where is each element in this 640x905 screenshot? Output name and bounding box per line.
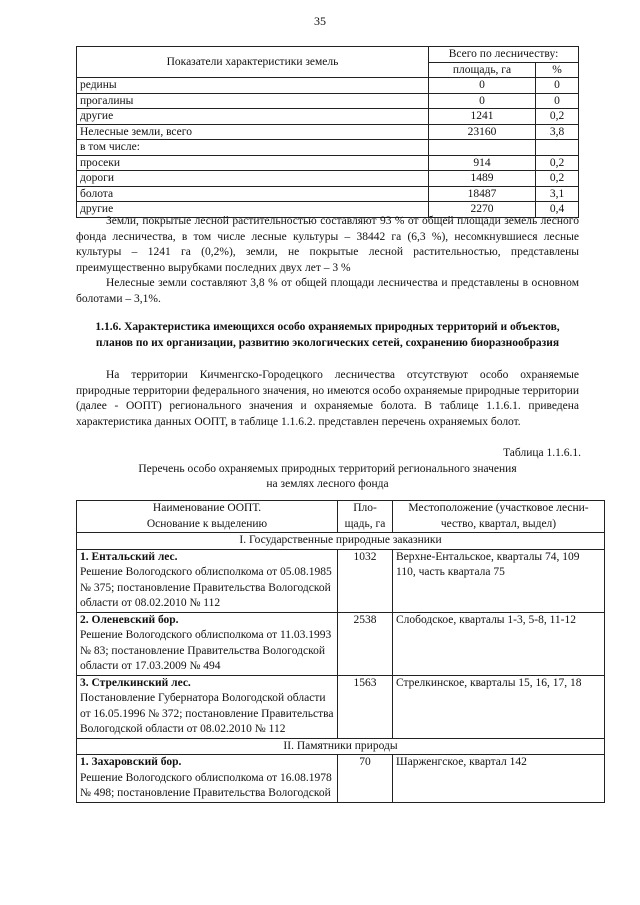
header-name xyxy=(77,501,338,533)
table-row xyxy=(77,78,579,94)
oopt-area: 1032 xyxy=(338,549,393,612)
row-area: 1241 xyxy=(429,109,536,125)
row-area: 23160 xyxy=(429,124,536,140)
table-row xyxy=(77,675,605,738)
table-number: Таблица 1.1.6.1. xyxy=(503,447,581,459)
section-row-monuments: II. Памятники природы xyxy=(77,738,605,755)
oopt-area: 2538 xyxy=(338,612,393,675)
oopt-name-cell xyxy=(77,675,338,738)
table-header-area: площадь, га xyxy=(429,62,536,78)
oopt-area: 1563 xyxy=(338,675,393,738)
table-row xyxy=(77,186,579,202)
table-row xyxy=(77,93,579,109)
section-heading: 1.1.6. Характеристика имеющихся особо охраняемых природных территорий и объектов, планов по их организации, развитию экологических сетей, сохранению биоразнообразия xyxy=(95,321,560,349)
paragraph-forest-cover: Земли, покрытые лесной растительностью составляют 93 % от общей площади земель лесного фонда лесничества, в том числе лесные культуры – 38442 га (6,3 %), несомкнувшиеся лесные культуры – 1241 га (0,2%), земли, не покрытые лесной растительностью, представлены преимущественно вырубками последних двух лет – 3 % xyxy=(76,215,579,274)
oopt-location: Слободское, кварталы 1-3, 5-8, 11-12 xyxy=(393,612,605,675)
table-row xyxy=(77,171,579,187)
row-label: болота xyxy=(77,186,429,202)
row-label: в том числе: xyxy=(77,140,429,156)
oopt-area: 70 xyxy=(338,755,393,803)
row-label: редины xyxy=(77,78,429,94)
table-row xyxy=(77,612,605,675)
row-area: 18487 xyxy=(429,186,536,202)
row-percent: 0,2 xyxy=(536,155,579,171)
row-area: 0 xyxy=(429,93,536,109)
table-row xyxy=(77,140,579,156)
oopt-basis: Постановление Губернатора Вологодской области от 16.05.1996 № 372; постановление Правительства Вологодской области от 08.02.2010 № 112 xyxy=(80,692,334,735)
table-row xyxy=(77,549,605,612)
table-header-indicator: Показатели характеристики земель xyxy=(77,47,429,78)
row-area: 0 xyxy=(429,78,536,94)
row-percent: 0 xyxy=(536,93,579,109)
header-name-line-1: Наименование ООПТ. xyxy=(152,502,262,514)
header-area-line-2: щадь, га xyxy=(344,517,386,530)
header-area-line-1: Пло- xyxy=(353,502,377,514)
table-row xyxy=(77,155,579,171)
table-header-total: Всего по лесничеству: xyxy=(429,47,579,63)
table-caption-line-2: на землях лесного фонда xyxy=(266,478,389,490)
table-caption xyxy=(76,462,579,492)
row-percent: 3,1 xyxy=(536,186,579,202)
row-area: 914 xyxy=(429,155,536,171)
row-percent: 0,4 xyxy=(536,202,579,218)
page-number: 35 xyxy=(314,14,326,28)
header-location xyxy=(393,501,605,533)
oopt-location: Стрелкинское, кварталы 15, 16, 17, 18 xyxy=(393,675,605,738)
oopt-basis: Решение Вологодского облисполкома от 11.03.1993 № 83; постановление Правительства Вологодской области от 17.03.2009 № 494 xyxy=(80,629,332,672)
row-label: прогалины xyxy=(77,93,429,109)
row-label: просеки xyxy=(77,155,429,171)
header-location-line-2: чество, квартал, выдел) xyxy=(440,517,557,530)
section-row-reserves: I. Государственные природные заказники xyxy=(77,533,605,550)
oopt-name-cell xyxy=(77,755,338,803)
row-area: 2270 xyxy=(429,202,536,218)
oopt-table xyxy=(76,500,605,803)
table-row xyxy=(77,124,579,140)
row-percent xyxy=(536,140,579,156)
oopt-location: Шарженгское, квартал 142 xyxy=(393,755,605,803)
row-label: Нелесные земли, всего xyxy=(77,124,429,140)
paragraph-nonforest-land: Нелесные земли составляют 3,8 % от общей площади лесничества и представлены в основном болотами – 3,1%. xyxy=(76,277,579,305)
header-area xyxy=(338,501,393,533)
row-percent: 0 xyxy=(536,78,579,94)
table-caption-line-1: Перечень особо охраняемых природных территорий регионального значения xyxy=(138,463,517,475)
paragraph-oopt-intro: На территории Кичменгско-Городецкого лесничества отсутствуют особо охраняемые природные территории федерального значения, но имеются особо охраняемые природные территории (далее - ООПТ) регионального значения и охраняемые болота. В таблице 1.1.6.1. приведена характеристика данных ООПТ, в таблице 1.1.6.2. представлен перечень охраняемых болот. xyxy=(76,369,579,428)
oopt-title: 3. Стрелкинский лес. xyxy=(80,676,191,689)
row-label: другие xyxy=(77,202,429,218)
table-row xyxy=(77,109,579,125)
row-area xyxy=(429,140,536,156)
row-label: дороги xyxy=(77,171,429,187)
row-percent: 0,2 xyxy=(536,171,579,187)
row-percent: 3,8 xyxy=(536,124,579,140)
header-name-line-2: Основание к выделению xyxy=(146,517,268,530)
row-area: 1489 xyxy=(429,171,536,187)
oopt-basis: Решение Вологодского облисполкома от 16.08.1978 № 498; постановление Правительства Вологодской xyxy=(80,771,332,799)
land-characteristics-table xyxy=(76,46,579,218)
table-row xyxy=(77,755,605,803)
row-percent: 0,2 xyxy=(536,109,579,125)
oopt-title: 1. Захаровский бор. xyxy=(80,756,182,768)
oopt-name-cell xyxy=(77,549,338,612)
oopt-name-cell xyxy=(77,612,338,675)
row-label: другие xyxy=(77,109,429,125)
table-header-percent: % xyxy=(536,62,579,78)
oopt-basis: Решение Вологодского облисполкома от 05.08.1985 № 375; постановление Правительства Вологодской области от 08.02.2010 № 112 xyxy=(80,566,332,609)
oopt-location: Верхне-Ентальское, кварталы 74, 109 110, часть квартала 75 xyxy=(393,549,605,612)
oopt-title: 1. Ентальский лес. xyxy=(80,550,178,563)
oopt-title: 2. Оленевский бор. xyxy=(80,613,179,626)
header-location-line-1: Местоположение (участковое лесни- xyxy=(408,502,589,514)
